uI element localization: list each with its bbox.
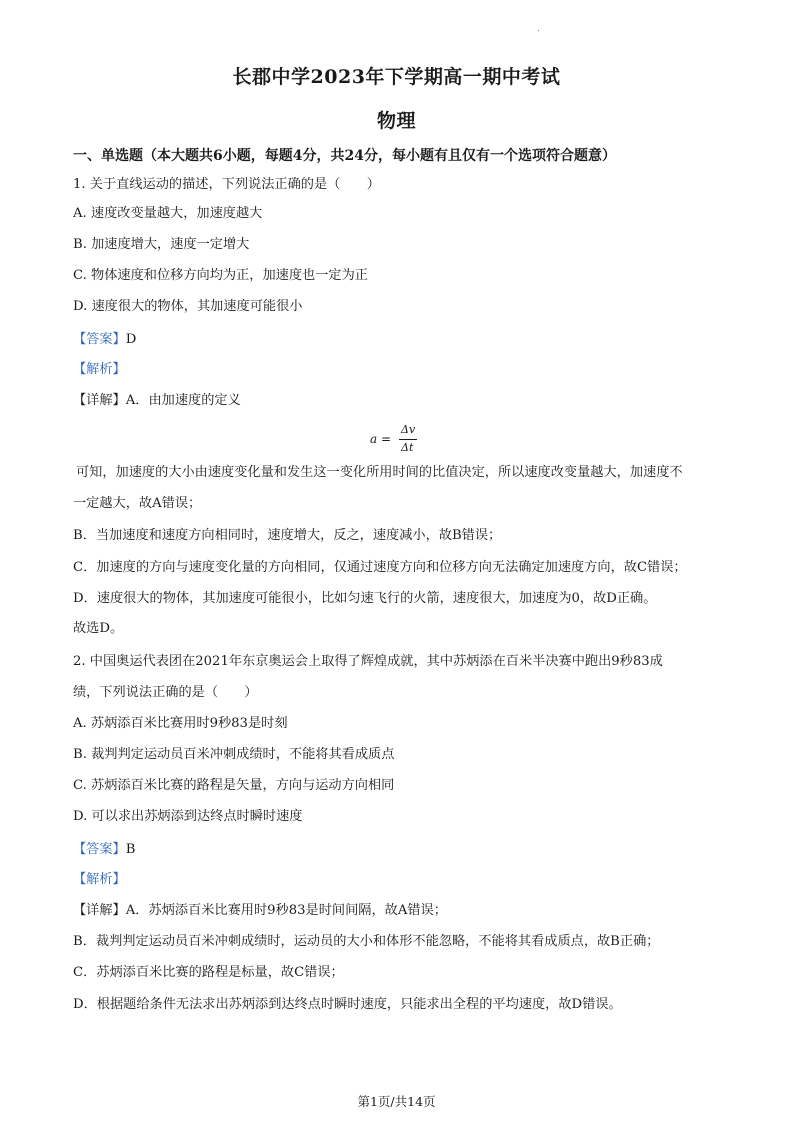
- q1-explain-line2: 一定越大，故A错误；: [73, 496, 202, 511]
- q1-detail-a: [73, 393, 241, 409]
- formula-lhs: a =: [370, 432, 392, 446]
- q1-explain-b: B．当加速度和速度方向相同时，速度增大，反之，速度减小，故B错误；: [73, 528, 502, 543]
- acceleration-formula: [370, 423, 420, 457]
- q2-option-d: D. 可以求出苏炳添到达终点时瞬时速度: [73, 809, 303, 824]
- q2-explain-d: D．根据题给条件无法求出苏炳添到达终点时瞬时速度，只能求出全程的平均速度，故D错误。: [73, 997, 622, 1012]
- q2-option-b: B. 裁判判定运动员百米冲刺成绩时，不能将其看成质点: [73, 747, 395, 762]
- q1-option-b: B. 加速度增大，速度一定增大: [73, 237, 250, 252]
- q2-option-c: C. 苏炳添百米比赛的路程是矢量，方向与运动方向相同: [73, 778, 395, 793]
- q1-explain-line1: 可知，加速度的大小由速度变化量和发生这一变化所用时间的比值决定，所以速度改变量越大，加速度不: [76, 465, 683, 480]
- q1-option-d: D. 速度很大的物体，其加速度可能很小: [73, 299, 303, 314]
- q1-option-c: C. 物体速度和位移方向均为正，加速度也一定为正: [73, 268, 368, 283]
- formula-denominator: Δt: [401, 441, 414, 454]
- subject-title: 物理: [376, 110, 416, 132]
- formula-numerator: Δv: [401, 423, 416, 436]
- q1-option-a: A. 速度改变量越大，加速度越大: [73, 206, 263, 221]
- fraction-bar: [399, 439, 417, 440]
- detail-tag: 【详解】: [73, 903, 126, 918]
- q1-conclusion: 故选D。: [73, 621, 124, 636]
- q2-answer: [73, 842, 135, 858]
- q2-explain-c: C．苏炳添百米比赛的路程是标量，故C错误；: [73, 965, 344, 980]
- exam-title: 长郡中学2023年下学期高一期中考试: [232, 66, 561, 88]
- q2-stem-line1: 2. 中国奥运代表团在2021年东京奥运会上取得了辉煌成就，其中苏炳添在百米半决赛中跑出9秒83成: [73, 654, 663, 669]
- q2-explain-b: B．裁判判定运动员百米冲刺成绩时，运动员的大小和体形不能忽略，不能将其看成质点，故B正确；: [73, 934, 660, 949]
- q1-explain-c: C．加速度的方向与速度变化量的方向相同，仅通过速度方向和位移方向无法确定加速度方向，故C错误；: [73, 560, 687, 575]
- scan-speck: [538, 30, 539, 31]
- detail-tag: 【详解】: [73, 393, 126, 408]
- q2-answer-value: B: [125, 842, 136, 857]
- q1-analysis-tag: 【解析】: [73, 362, 126, 377]
- q2-analysis-tag: 【解析】: [73, 872, 126, 887]
- q2-option-a: A. 苏炳添百米比赛用时9秒83是时刻: [73, 716, 288, 731]
- answer-tag: 【答案】: [73, 842, 126, 857]
- q2-detail-a: [73, 903, 447, 919]
- q1-answer: [73, 332, 136, 348]
- q1-stem: 1. 关于直线运动的描述，下列说法正确的是（ ）: [73, 177, 380, 192]
- page-footer: 第1页/共14页: [357, 1094, 436, 1109]
- q1-detail-a-text: A．由加速度的定义: [125, 393, 241, 408]
- q2-detail-a-text: A．苏炳添百米比赛用时9秒83是时间间隔，故A错误；: [125, 903, 447, 918]
- q1-answer-value: D: [125, 332, 137, 347]
- q2-stem-line2: 绩，下列说法正确的是（ ）: [73, 685, 258, 700]
- q1-explain-d: D．速度很大的物体，其加速度可能很小，比如匀速飞行的火箭，速度很大，加速度为0，故D正确。: [73, 591, 657, 606]
- answer-tag: 【答案】: [73, 332, 126, 347]
- section-heading: 一、单选题（本大题共6小题，每题4分，共24分，每小题有且仅有一个选项符合题意）: [73, 148, 616, 164]
